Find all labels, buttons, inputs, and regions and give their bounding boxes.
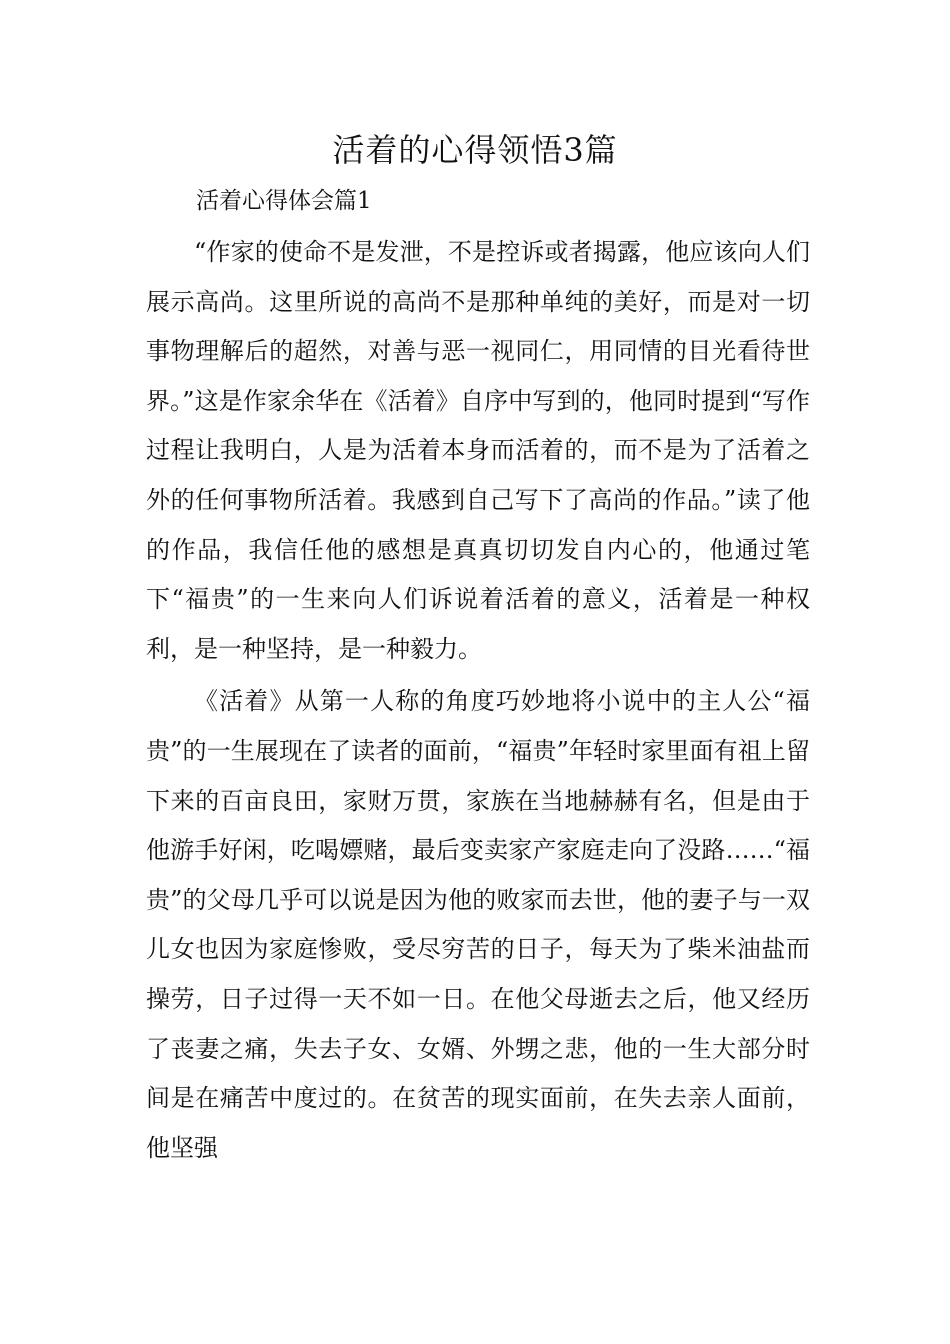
body-paragraph-2: 《活着》从第一人称的角度巧妙地将小说中的主人公“福贵”的一生展现在了读者的面前，“福贵”年轻时家里面有祖上留下来的百亩良田，家财万贯，家族在当地赫赫有名，但是由于他游手好闲，吃喝嫖赌，最后变卖家产家庭走向了没路……“福贵”的父母几乎可以说是因为他的败家而去世，他的妻子与一双儿女也因为家庭惨败，受尽穷苦的日子，每天为了柴米油盐而操劳，日子过得一天不如一日。在他父母逝去之后，他又经历了丧妻之痛，失去子女、女婿、外甥之悲，他的一生大部分时间是在痛苦中度过的。在贫苦的现实面前，在失去亲人面前，他坚强 [146,687,810,1162]
document-title: 活着的心得领悟3篇 [332,131,618,169]
document-body [146,228,810,1173]
body-paragraph-1: “作家的使命不是发泄，不是控诉或者揭露，他应该向人们展示高尚。这里所说的高尚不是那种单纯的美好，而是对一切事物理解后的超然，对善与恶一视同仁，用同情的目光看待世界。”这是作家余华在《活着》自序中写到的，他同时提到“写作过程让我明白，人是为活着本身而活着的，而不是为了活着之外的任何事物所活着。我感到自己写下了高尚的作品。”读了他的作品，我信任他的感想是真真切切发自内心的，他通过笔下“福贵”的一生来向人们诉说着活着的意义，活着是一种权利，是一种坚持，是一种毅力。 [146,238,810,663]
section-heading: 活着心得体会篇1 [196,188,372,214]
